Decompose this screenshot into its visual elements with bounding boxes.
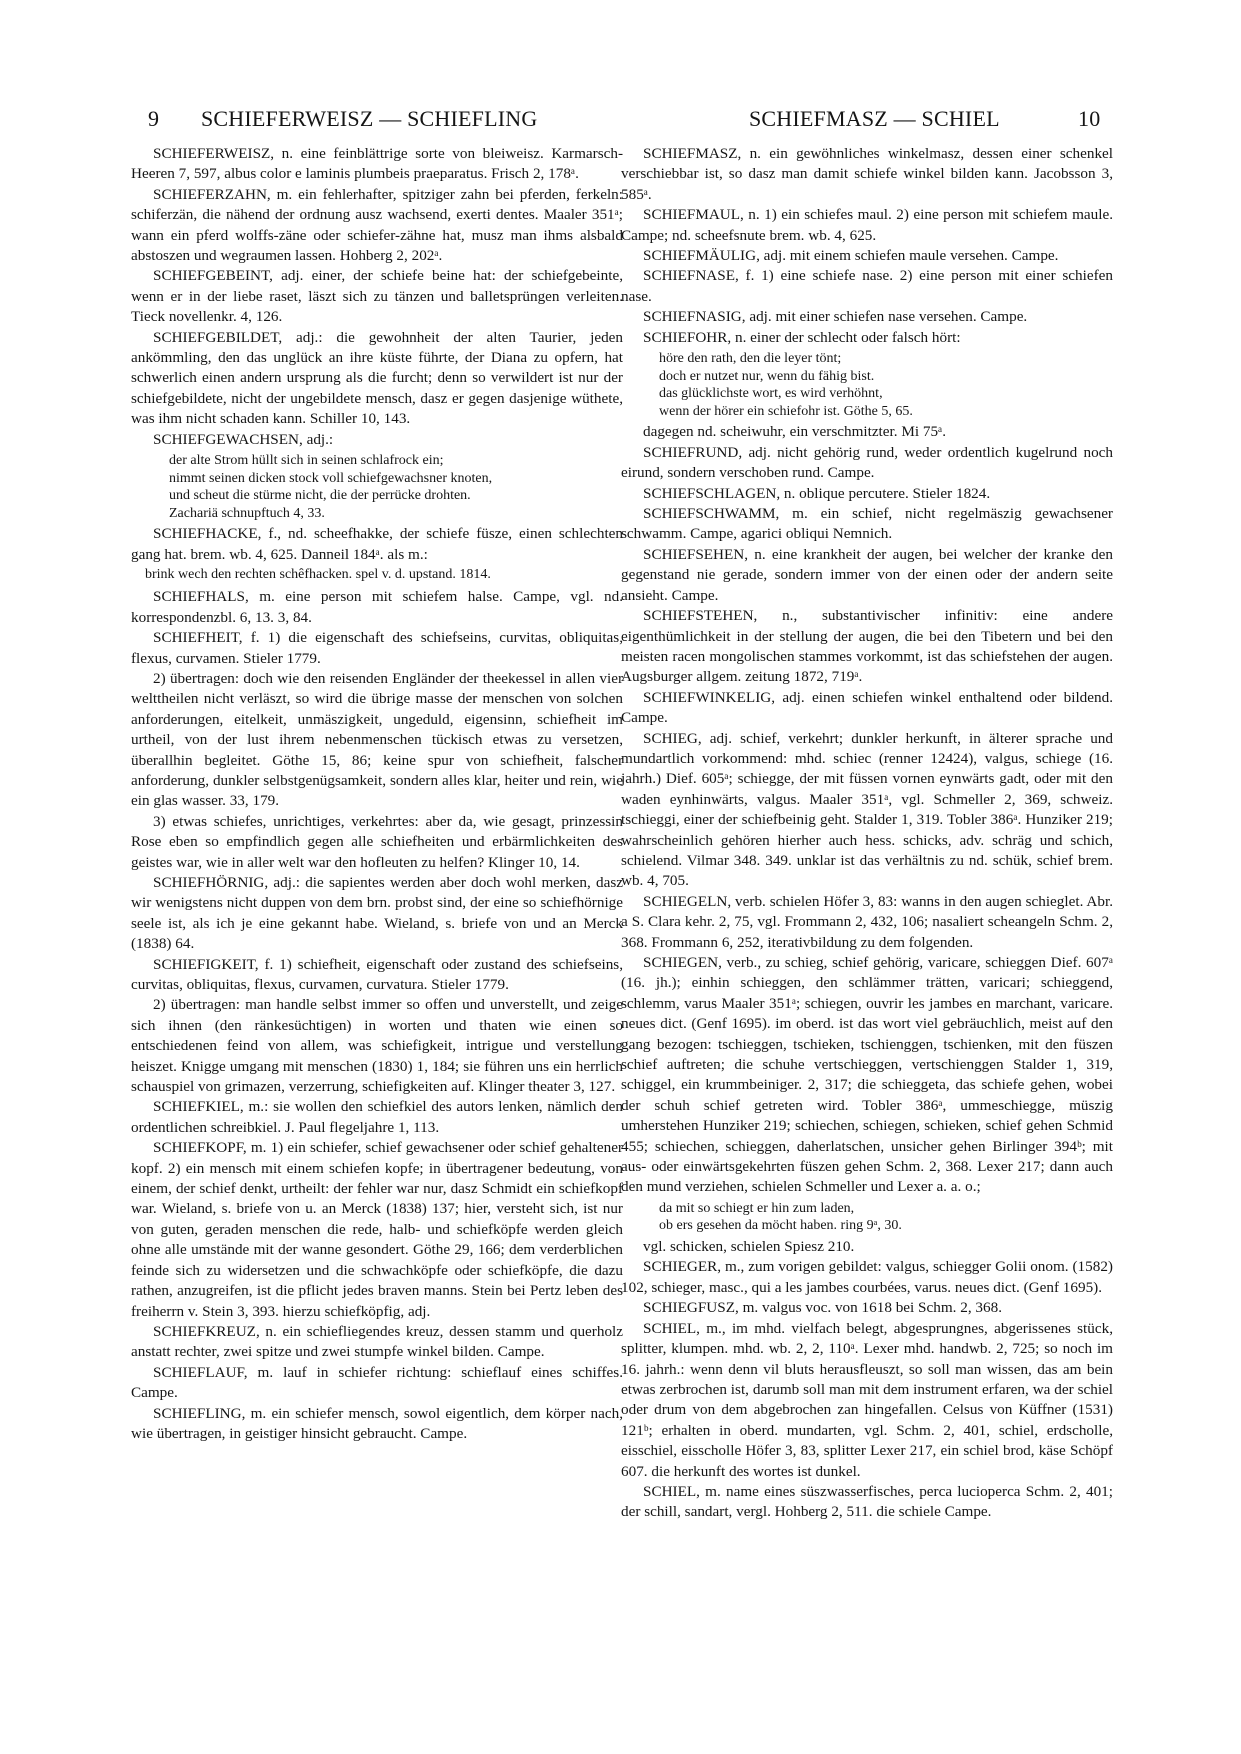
dictionary-entry: 2) übertragen: man handle selbst immer so offen und unverstellt, und zeige sich ihnen (den ränkesüchtigen) in worten und thaten wie einen so entschiedenen feind von allem, was schiefigkeit, intrigue und verstellung heiszet. Knigge umgang mit menschen (1830) 1, 184; sie führen uns ein herrlich schauspiel von grimazen, verzerrung, schiefigkeiten auf. Klinger theater 3, 127. (131, 996, 623, 1096)
dictionary-entry: vgl. schicken, schielen Spiesz 210. (643, 1238, 855, 1256)
dictionary-entry: SCHIEFHACKE, f., nd. scheefhakke, der schiefe füsze, einen schlechten gang hat. brem. wb. 4, 625. Danneil 184ᵃ. als m.: (131, 525, 623, 563)
quotation: höre den rath, den die leyer tönt; doch er nutzet nur, wenn du fähig bist. das glücklichste wort, es wird verhöhnt, wenn der hörer ein schiefohr ist. Göthe 5, 65. (659, 351, 913, 419)
dictionary-entry: SCHIEGFUSZ, m. valgus voc. von 1618 bei Schm. 2, 368. (643, 1299, 1003, 1317)
dictionary-entry: SCHIEFKOPF, m. 1) ein schiefer, schief gewachsener oder schief gehaltener kopf. 2) ein mensch mit einem schiefen kopfe; in übertragener bedeutung, von einem, der schief denkt, urtheilt: der fehler war nur, dasz Schmidt ein schiefkopf war. Wieland, s. briefe von u. an Merck (1838) 137; hier, versteht sich, ist nur von guten, geraden menschen die rede, halb- und schiefköpfe werden gleich ohne alle umstände mit der wanne gesondert. Göthe 29, 166; dem verderblichen feinde sich zu widersetzen und die schwachköpfe oder schiefköpfe, die dazu rathen, anzugreifen, ist die pflicht jedes braven manns. Stein bei Pertz leben des freiherrn v. Stein 3, 393. hierzu schiefköpfig, adj. (131, 1139, 623, 1320)
dictionary-entry: SCHIEGELN, verb. schielen Höfer 3, 83: wanns in den augen schieglet. Abr. a S. Clara kehr. 2, 75, vgl. Frommann 2, 432, 106; nasaliert scheangeln Schm. 2, 368. Frommann 6, 252, iterativbildung zu dem folgenden. (621, 892, 1113, 951)
dictionary-entry: SCHIEFGEWACHSEN, adj.: (153, 430, 334, 448)
dictionary-entry: SCHIEFHEIT, f. 1) die eigenschaft des schiefseins, curvitas, obliquitas, flexus, curvamen. Stieler 1779. (131, 629, 623, 667)
dictionary-entry: SCHIEFSCHWAMM, m. ein schief, nicht regelmäszig gewachsener schwamm. Campe, agarici obliqui Nemnich. (621, 505, 1113, 543)
dictionary-entry: 3) etwas schiefes, unrichtiges, verkehrtes: aber da, wie gesagt, prinzessin Rose eben so empfindlich gegen alle schiefheiten und erbärmlichkeiten des geistes war, wie in aller welt war den hofleuten zu helfen? Klinger 10, 14. (131, 812, 623, 871)
dictionary-entry: SCHIEL, m., im mhd. vielfach belegt, abgesprungnes, abgerissenes stück, splitter, klumpen. mhd. wb. 2, 2, 110ᵃ. Lexer mhd. handwb. 2, 725; so noch im 16. jahrh.: wenn denn vil bluts herausfleuszt, so soll man wissen, das am bein etwas zerbrochen ist, darumb soll man mit dem instrument erfaren, wa der schiel oder drum von dem abgebrochen zan hingefallen. Celsus von Küffner (1531) 121ᵇ; erhalten in oberd. mundarten, vgl. Schm. 2, 401, schiel, erdscholle, eisschiel, eisscholle Höfer 3, 83, splitter Lexer 217, ein schiel brod, käse Schöpf 607. die herkunft des wortes ist dunkel. (621, 1319, 1113, 1480)
dictionary-entry: 2) übertragen: doch wie den reisenden Engländer der theekessel in allen vier welttheilen nicht verläszt, so wird die übrige masse der menschen von solchen anforderungen, eitelkeit, unmäszigkeit, ungeduld, eigensinn, schiefheit im urtheil, von der lust ihrem nebenmenschen tückisch etwas zu versetzen, überallhin begleitet. Göthe 15, 86; keine spur von schiefheit, falscher anforderung, dunkler selbstgenügsamkeit, sondern alles klar, heiter und rein, wie ein glas wasser. 33, 179. (131, 669, 623, 810)
dictionary-entry: SCHIEFLING, m. ein schiefer mensch, sowol eigentlich, dem körper nach, wie übertragen, in geistiger hinsicht gebraucht. Campe. (131, 1404, 623, 1442)
dictionary-entry: SCHIEFGEBILDET, adj.: die gewohnheit der alten Taurier, jeden ankömmling, den das unglück an ihre küste führte, der Diana zu opfern, hat schwerlich einen andern ursprung als die furcht; denn so verwildert ist nur der schiefgebildete, nicht der ungebildete mensch, dasz er gegen dasjenige wüthete, was ihm nicht schaden kann. Schiller 10, 143. (131, 328, 623, 428)
dictionary-entry: SCHIEFERZAHN, m. ein fehlerhafter, spitziger zahn bei pferden, ferkeln: schiferzän, die nähend der ordnung ausz wachsend, exerti dentes. Maaler 351ᵃ; wann ein pferd wolffs-zäne oder schiefer-zähne hat, musz man ihms alsbald abstoszen und wegraumen lassen. Hohberg 2, 202ᵃ. (131, 185, 623, 265)
dictionary-entry: SCHIEFKIEL, m.: sie wollen den schiefkiel des autors lenken, nämlich den ordentlichen schreibkiel. J. Paul flegeljahre 1, 113. (131, 1098, 623, 1136)
running-head-left: SCHIEFERWEISZ — SCHIEFLING (201, 106, 538, 131)
dictionary-entry: dagegen nd. scheiwuhr, ein verschmitzter. Mi 75ᵃ. (643, 423, 946, 441)
quotation: brink wech den rechten schêfhacken. spel v. d. upstand. 1814. (145, 567, 491, 583)
dictionary-entry: SCHIEFKREUZ, n. ein schiefliegendes kreuz, dessen stamm und querholz anstatt rechter, zwei spitze und zwei stumpfe winkel bilden. Campe. (131, 1322, 623, 1361)
dictionary-entry: SCHIEFERWEISZ, n. eine feinblättrige sorte von bleiweisz. Karmarsch-Heeren 7, 597, albus color e laminis plumbeis praeparatus. Frisch 2, 178ᵃ. (131, 145, 623, 183)
quotation: da mit so schiegt er hin zum laden, ob ers gesehen da möcht haben. ring 9ᵃ, 30. (659, 1200, 902, 1234)
dictionary-entry: SCHIEFHALS, m. eine person mit schiefem halse. Campe, vgl. nd. korrespondenzbl. 6, 13. 3, 84. (131, 588, 623, 626)
dictionary-entry: SCHIEFMÄULIG, adj. mit einem schiefen maule versehen. Campe. (643, 247, 1059, 265)
dictionary-entry: SCHIEFGEBEINT, adj. einer, der schiefe beine hat: der schiefgebeinte, wenn er in der liebe raset, läszt sich zu tänzen und balletsprüngen verleiten. Tieck novellenkr. 4, 126. (131, 267, 623, 326)
dictionary-entry: SCHIEG, adj. schief, verkehrt; dunkler herkunft, in älterer sprache und mundartlich vorkommend: mhd. schiec (renner 12424), valgus, schiege (16. jahrh.) Dief. 605ᵃ; schiegge, der mit füssen vornen eynwärts gadt, oder mit den waden eynhinwärts, valgus. Maaler 351ᵃ, vgl. Schmeller 2, 369, schweiz. tschieggi, einer der schiefbeinig geht. Stalder 1, 319. Tobler 386ᵃ. Hunziker 219; wahrscheinlich gehören hierher auch hess. schicks, adv. schräg und schich, schielend. Vilmar 348. 349. unklar ist das verhältnis zu nd. schük, schief brem. wb. 4, 705. (621, 729, 1113, 890)
dictionary-entry: SCHIEFNASE, f. 1) eine schiefe nase. 2) eine person mit einer schiefen nase. (621, 267, 1113, 305)
dictionary-entry: SCHIEGEN, verb., zu schieg, schief gehörig, varicare, schieggen Dief. 607ᵃ (16. jh.); einhin schieggen, den schlämmer trätten, varicari; schieggend, schlemm, varus Maaler 351ᵃ; schiegen, ouvrir les jambes en marchant, varicare. neues dict. (Genf 1695). im oberd. ist das wort viel gebräuchlich, meist auf den gang bezogen: tschieggen, tschieken, tschienggen, tschienken, mit den füszen schief auftreten; die schuhe vertschieggen, vertschienggen Stalder 1, 319, schiggel, ein krummbeiniger. 2, 317; die schieggeta, das schiefe gehen, wobei der schuh schief getreten wird. Tobler 386ᵃ, ummeschiegge, müszig umherstehen Hunziker 219; schiechen, schiegen, schieken, schief gehen Schmid 455; schiechen, schieggen, daherlatschen, unsicher gehen Birlinger 394ᵇ; mit aus- oder einwärtsgekehrten füszen gehen Schm. 2, 368. Lexer 217; dann auch den mund verziehen, schielen Schmeller und Lexer a. a. o.; (621, 954, 1113, 1196)
dictionary-entry: SCHIEFMASZ, n. ein gewöhnliches winkelmasz, dessen einer schenkel verschiebbar ist, so dasz man damit schiefe winkel bilden kann. Jacobsson 3, 585ᵃ. (621, 145, 1113, 203)
page-number-left: 9 (148, 106, 160, 131)
dictionary-entry: SCHIEFNASIG, adj. mit einer schiefen nase versehen. Campe. (643, 308, 1028, 326)
dictionary-entry: SCHIEFSCHLAGEN, n. oblique percutere. Stieler 1824. (643, 484, 991, 502)
dictionary-entry: SCHIEFHÖRNIG, adj.: die sapientes werden aber doch wohl merken, dasz wir wenigstens nicht duppen von dem brn. probst sind, der eine so schiefhörnige seele ist, als ich je eine gekannt habe. Wieland, s. briefe von und an Merck (1838) 64. (131, 873, 623, 953)
dictionary-entry: SCHIEFMAUL, n. 1) ein schiefes maul. 2) eine person mit schiefem maule. Campe; nd. scheefsnute brem. wb. 4, 625. (621, 206, 1113, 244)
running-head-right: SCHIEFMASZ — SCHIEL (749, 106, 1000, 131)
dictionary-entry: SCHIEFOHR, n. einer der schlecht oder falsch hört: (643, 328, 961, 346)
dictionary-entry: SCHIEFWINKELIG, adj. einen schiefen winkel enthaltend oder bildend. Campe. (621, 688, 1113, 727)
dictionary-entry: SCHIEL, m. name eines süszwasserfisches, perca lucioperca Schm. 2, 401; der schill, sandart, vergl. Hohberg 2, 511. die schiele Campe. (621, 1482, 1113, 1521)
left-column (131, 144, 623, 1444)
dictionary-entry: SCHIEFIGKEIT, f. 1) schiefheit, eigenschaft oder zustand des schiefseins, curvitas, obliquitas, flexus, curvamen, curvatura. Stieler 1779. (131, 955, 623, 993)
quotation: der alte Strom hüllt sich in seinen schlafrock ein; nimmt seinen dicken stock voll schiefgewachsner knoten, und scheut die stürme nicht, die der perrücke drohten. Zachariä schnupftuch 4, 33. (169, 453, 493, 521)
dictionary-entry: SCHIEFRUND, adj. nicht gehörig rund, weder ordentlich kugelrund noch eirund, sondern verschoben rund. Campe. (621, 443, 1113, 482)
page-number-right: 10 (1078, 106, 1101, 131)
dictionary-entry: SCHIEGER, m., zum vorigen gebildet: valgus, schiegger Golii onom. (1582) 102, schieger, masc., qui a les jambes courbées, varus. neues dict. (Genf 1695). (621, 1258, 1113, 1296)
dictionary-entry: SCHIEFSEHEN, n. eine krankheit der augen, bei welcher der kranke den gegenstand nie gerade, sondern immer von der einen oder der andern seite ansieht. Campe. (621, 545, 1113, 604)
dictionary-entry: SCHIEFSTEHEN, n., substantivischer infinitiv: eine andere eigenthümlichkeit in der stellung der augen, die bei den Tibetern und bei den meisten racen mongolischen stammes vorkommt, ist das schiefstehen der augen. Augsburger allgem. zeitung 1872, 719ᵃ. (621, 607, 1113, 686)
dictionary-entry: SCHIEFLAUF, m. lauf in schiefer richtung: schieflauf eines schiffes. Campe. (131, 1363, 623, 1402)
right-column (621, 144, 1113, 1523)
